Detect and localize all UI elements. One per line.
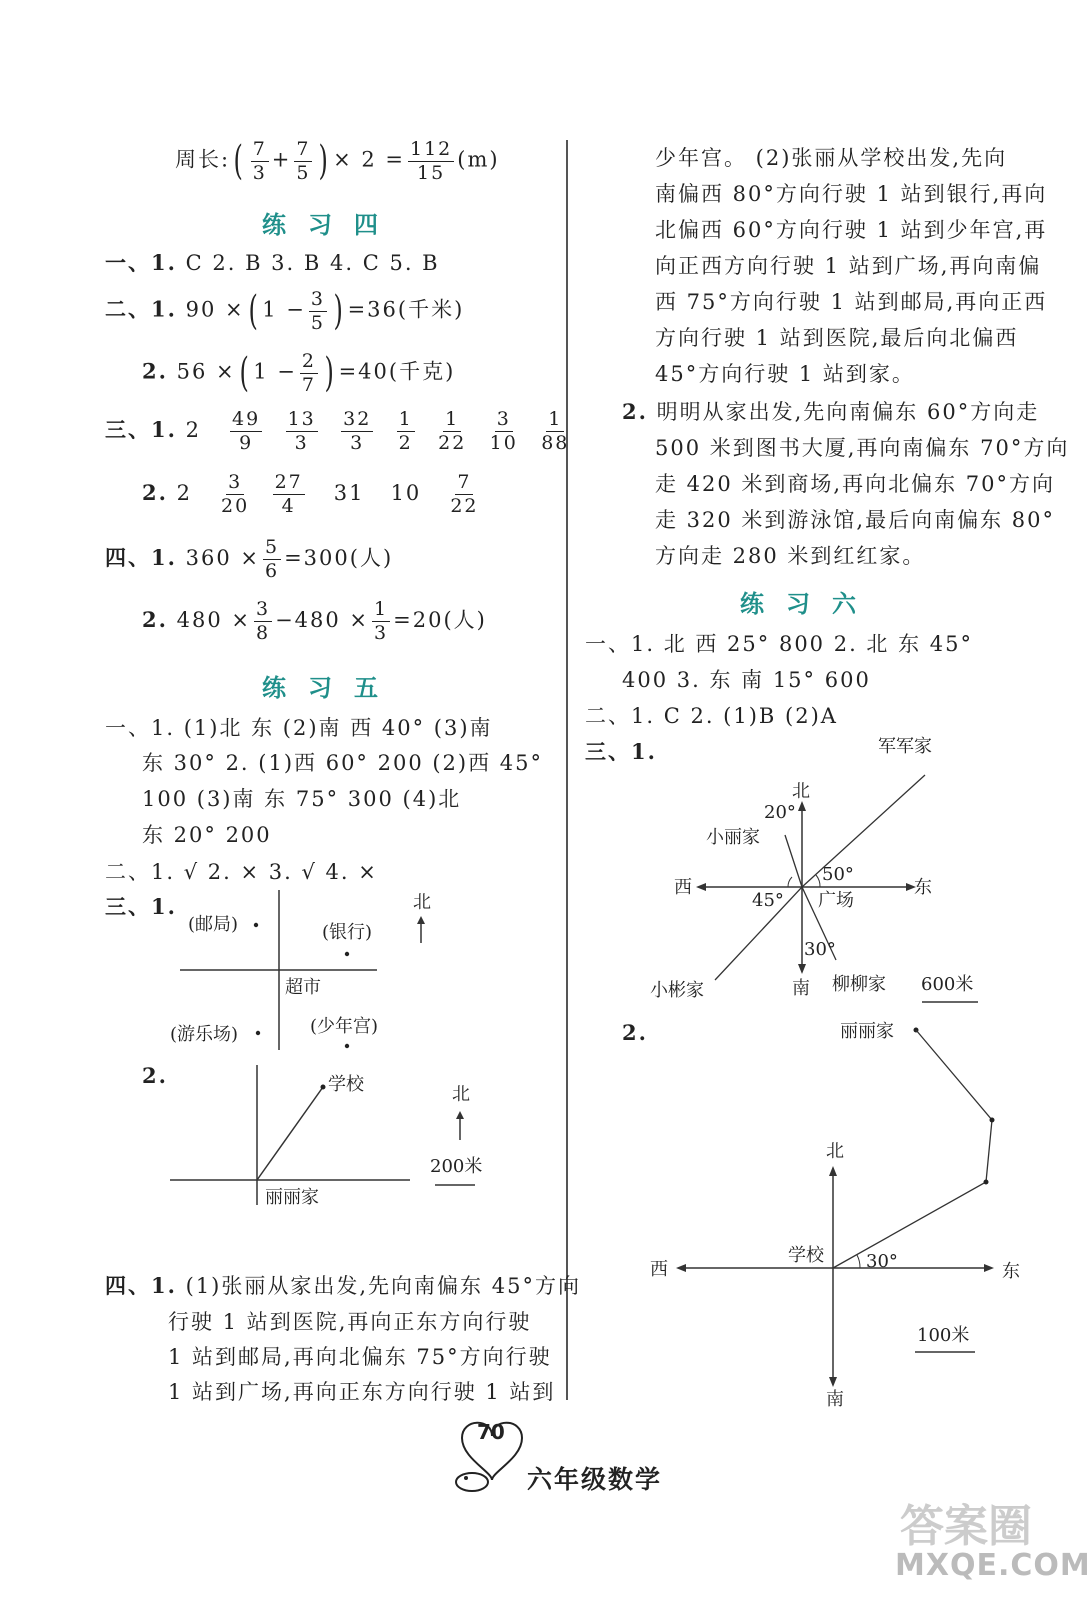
ex4-q2-1: 二、1. 90 ×( 1 − $\frac{3}{5}$ ) =36(千米): [105, 287, 465, 334]
map3-north: 北: [792, 781, 810, 802]
ex5-q3-2-label: 2.: [142, 1063, 168, 1088]
ex5-line-3: 100 (3)南 东 75° 300 (4)北: [142, 787, 462, 811]
ex6-q3-label: 三、1.: [585, 739, 657, 764]
ex4-q2-2: 2. 56 ×( 1 − $\frac{2}{7}$ ) =40(千克): [142, 349, 456, 396]
r-line-4: 向正西方向行驶 1 站到广场,再向南偏: [655, 254, 1042, 278]
map3-a45: 45°: [752, 890, 784, 911]
r-line-3: 北偏西 60°方向行驶 1 站到少年宫,再: [655, 218, 1048, 242]
map2-school: 学校: [328, 1074, 364, 1095]
map3-jun: 军军家: [878, 736, 932, 757]
map4-pt-2: [984, 1180, 989, 1185]
map3-li: 小丽家: [706, 827, 760, 848]
map1-park-dot: [256, 1031, 260, 1035]
heading-ex4: 练习四: [262, 211, 400, 239]
footer-title: 六年级数学: [527, 1465, 663, 1494]
map3-arc-50: [816, 875, 820, 887]
map4-east-arrowhead: [984, 1264, 994, 1272]
map3-square: 广场: [818, 890, 854, 911]
map3-north-arrowhead: [798, 801, 806, 811]
map1-bank-dot: [345, 952, 349, 956]
r-line-2: 南偏西 80°方向行驶 1 站到银行,再向: [655, 182, 1048, 206]
ex5-line-1: 一、1. (1)北 东 (2)南 西 40° (3)南: [105, 716, 493, 740]
map4-pt-1: [990, 1118, 995, 1123]
map4-north-arrowhead: [829, 1166, 837, 1176]
map-ex6-q3-2: [640, 1015, 1040, 1410]
column-divider: [566, 140, 568, 1400]
map4-west: 西: [650, 1259, 668, 1280]
ex6-q3-2-label: 2.: [622, 1020, 648, 1045]
map3-scale: 600米: [921, 974, 974, 995]
map4-scale: 100米: [917, 1325, 970, 1346]
ex5-q4-line-3: 1 站到邮局,再向北偏东 75°方向行驶: [168, 1345, 552, 1369]
map1-bank: (银行): [322, 922, 373, 943]
map1-post-dot: [254, 923, 258, 927]
map-ex5-q3-2: [165, 1060, 505, 1210]
map4-east: 东: [1002, 1261, 1020, 1282]
map3-south: 南: [792, 978, 810, 999]
map3-arc-45: [788, 877, 792, 887]
map3-south-arrowhead: [798, 964, 806, 974]
map2-north-arrowhead: [456, 1111, 464, 1119]
map3-bin: 小彬家: [650, 980, 704, 1001]
map4-a30: 30°: [866, 1251, 898, 1272]
map-ex5-q3-1: [160, 880, 460, 1055]
r-line-5: 西 75°方向行驶 1 站到邮局,再向正西: [655, 290, 1048, 314]
ex4-q1: 一、1. C 2. B 3. B 4. C 5. B: [105, 250, 440, 275]
map3-a50: 50°: [822, 864, 854, 885]
map3-line-li: [785, 835, 802, 887]
r-q2-line-5: 方向走 280 米到红红家。: [655, 544, 926, 568]
ex5-line-2: 东 30° 2. (1)西 60° 200 (2)西 45°: [142, 751, 544, 775]
map2-home: 丽丽家: [265, 1187, 319, 1208]
map4-south-arrowhead: [829, 1377, 837, 1387]
map1-north-arrowhead: [417, 916, 425, 924]
map4-school: 学校: [788, 1245, 824, 1266]
map3-west: 西: [674, 877, 692, 898]
ex4-q3-2: 2. 2 $\frac{3}{20}$ $\frac{27}{4}$ 31 10 $\frac{7}{22}$: [142, 471, 479, 517]
map3-a30: 30°: [804, 939, 836, 960]
page-number: 70: [477, 1420, 505, 1444]
perimeter-formula: 周长:( $\frac{7}{3}$ + $\frac{7}{5}$ ) × 2 = $\frac{112}{15}$ (m): [175, 137, 500, 184]
map1-post: (邮局): [188, 914, 239, 935]
ex5-q4-line-1: 四、1. (1)张丽从家出发,先向南偏东 45°方向: [105, 1273, 581, 1298]
r-q2-line-2: 500 米到图书大厦,再向南偏东 70°方向: [655, 436, 1070, 460]
ex4-q4-2: 2. 480 × $\frac{3}{8}$ −480 × $\frac{1}{3}$ =20(人): [142, 598, 487, 644]
ex4-q3-1: 三、1. 2 $\frac{49}{9}$ $\frac{13}{3}$ $\frac{32}{3}$ $\frac{1}{2}$ $\frac{1}{22}$ $\frac{3}{10}$ $\frac{1}{88}$: [105, 408, 570, 454]
map4-west-arrowhead: [676, 1264, 686, 1272]
map4-lili: 丽丽家: [840, 1021, 894, 1042]
ex5-q3-label: 三、1.: [105, 894, 177, 919]
r-line-7: 45°方向行驶 1 站到家。: [655, 362, 915, 386]
map4-route: [833, 1030, 992, 1268]
map2-scale: 200米: [430, 1156, 483, 1177]
r-q2-line-4: 走 320 米到游泳馆,最后向南偏东 80°: [655, 508, 1056, 532]
map2-school-dot: [321, 1085, 326, 1090]
map2-north: 北: [452, 1084, 470, 1105]
heading-ex5: 练习五: [262, 674, 400, 702]
r-line-1: 少年宫。 (2)张丽从学校出发,先向: [655, 146, 1008, 170]
heading-ex6: 练习六: [740, 590, 878, 618]
map4-south: 南: [826, 1389, 844, 1410]
map1-north: 北: [413, 892, 431, 913]
map3-east: 东: [914, 877, 932, 898]
r-q2-line-3: 走 420 米到商场,再向北偏东 70°方向: [655, 472, 1056, 496]
ex6-l2: 400 3. 东 南 15° 600: [622, 668, 871, 692]
map1-park: (游乐场): [170, 1024, 239, 1045]
ex6-l3: 二、1. C 2. (1)B (2)A: [585, 704, 838, 728]
map4-north: 北: [826, 1141, 844, 1162]
ex5-line-4: 东 20° 200: [142, 823, 272, 847]
map3-line-jun: [802, 775, 925, 887]
map1-market: 超市: [285, 977, 321, 998]
map3-a20: 20°: [764, 802, 796, 823]
ex4-q4-1: 四、1. 360 × $\frac{5}{6}$ =300(人): [105, 536, 394, 582]
map1-palace-dot: [345, 1044, 349, 1048]
ex6-l1: 一、1. 北 西 25° 800 2. 北 东 45°: [585, 632, 973, 656]
r-line-6: 方向行驶 1 站到医院,最后向北偏西: [655, 326, 1019, 350]
map1-palace: (少年宫): [310, 1016, 379, 1037]
map3-west-arrowhead: [696, 883, 706, 891]
ex5-q4-line-2: 行驶 1 站到医院,再向正东方向行驶: [168, 1310, 532, 1334]
map4-arc-30: [857, 1255, 860, 1268]
ex5-q4-line-4: 1 站到广场,再向正东方向行驶 1 站到: [168, 1380, 556, 1404]
map-ex6-q3-1: [640, 730, 1000, 1010]
watermark-logo: 答案圈: [900, 1501, 1032, 1552]
r-q2-line-1: 2. 明明从家出发,先向南偏东 60°方向走: [622, 399, 1040, 424]
ex5-q2: 二、1. √ 2. × 3. √ 4. ×: [105, 860, 378, 884]
map3-liu: 柳柳家: [832, 974, 886, 995]
watermark-url: MXQE.COM: [895, 1548, 1091, 1583]
map2-route: [257, 1087, 323, 1180]
